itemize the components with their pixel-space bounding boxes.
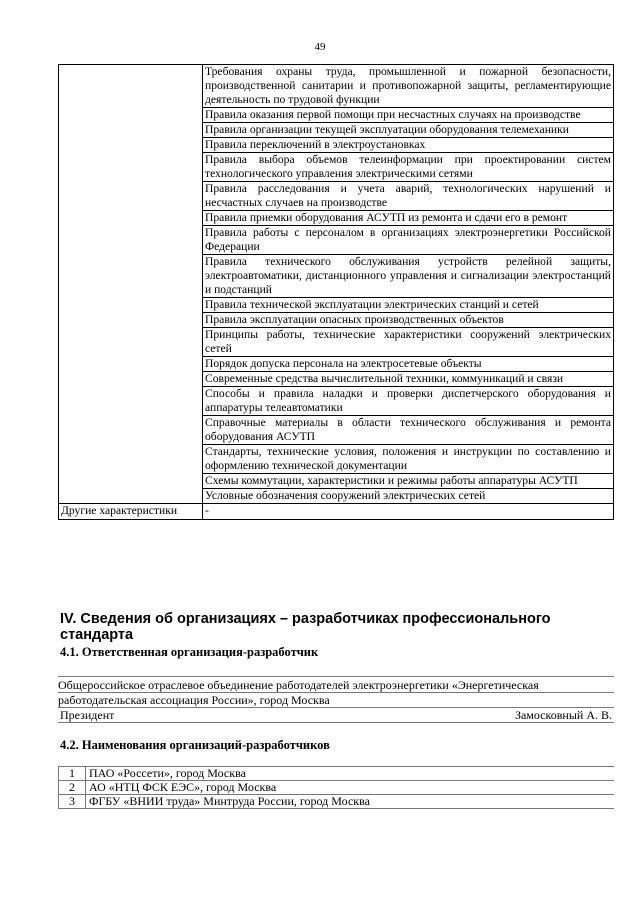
requirement-cell: Правила технической эксплуатации электрических станций и сетей xyxy=(203,298,614,313)
other-characteristics-row xyxy=(59,504,614,520)
requirement-cell: Правила технического обслуживания устройств релейной защиты, электроавтоматики, дистанционного управления и сигнализации электростанций и подстанций xyxy=(203,255,614,298)
requirement-cell: Правила переключений в электроустановках xyxy=(203,138,614,153)
requirement-cell: Правила эксплуатации опасных производственных объектов xyxy=(203,313,614,328)
requirement-cell: Справочные материалы в области технического обслуживания и ремонта оборудования АСУТП xyxy=(203,416,614,445)
required-knowledge-table xyxy=(58,64,614,520)
developer-name: АО «НТЦ ФСК ЕЭС», город Москва xyxy=(86,781,615,795)
other-characteristics-value: - xyxy=(203,504,614,520)
requirement-cell: Порядок допуска персонала на электросетевые объекты xyxy=(203,357,614,372)
signatory-position: Президент xyxy=(60,708,115,722)
developer-number: 3 xyxy=(59,795,86,809)
requirement-cell: Стандарты, технические условия, положения и инструкции по составлению и оформлению технической документации xyxy=(203,445,614,474)
developers-table xyxy=(58,766,614,809)
table-row xyxy=(59,795,615,809)
responsible-org-heading: 4.1. Ответственная организация-разработчик xyxy=(60,645,319,659)
requirement-cell: Способы и правила наладки и проверки диспетчерского оборудования и аппаратуры телеавтоматики xyxy=(203,387,614,416)
table-row xyxy=(59,781,615,795)
developer-number: 1 xyxy=(59,767,86,781)
requirement-cell: Правила оказания первой помощи при несчастных случаях на производстве xyxy=(203,108,614,123)
other-characteristics-label: Другие характеристики xyxy=(59,504,203,520)
requirement-cell: Принципы работы, технические характеристики сооружений электрических сетей xyxy=(203,328,614,357)
requirement-cell: Правила работы с персоналом в организациях электроэнергетики Российской Федерации xyxy=(203,226,614,255)
signatory-name: Замосковный А. В. xyxy=(514,708,612,722)
signatory-row xyxy=(58,708,614,723)
section-title: IV. Сведения об организациях – разработчиках профессионального стандарта xyxy=(60,611,551,643)
requirement-cell: Схемы коммутации, характеристики и режимы работы аппаратуры АСУТП xyxy=(203,474,614,489)
developers-heading: 4.2. Наименования организаций-разработчиков xyxy=(60,738,330,752)
developer-number: 2 xyxy=(59,781,86,795)
requirement-cell: Правила организации текущей эксплуатации оборудования телемеханики xyxy=(203,123,614,138)
org-name-line: Общероссийское отраслевое объединение работодателей электроэнергетики «Энергетическая xyxy=(58,676,614,693)
developer-name: ПАО «Россети», город Москва xyxy=(86,767,615,781)
requirement-cell: Условные обозначения сооружений электрических сетей xyxy=(203,489,614,504)
page-number: 49 xyxy=(314,41,326,53)
requirement-cell: Современные средства вычислительной техники, коммуникаций и связи xyxy=(203,372,614,387)
org-name-line: работодательская ассоциация России», город Москва xyxy=(58,693,614,708)
requirement-cell: Правила выбора объемов телеинформации при проектировании систем технологического управления электрическими сетями xyxy=(203,153,614,182)
table-left-cell xyxy=(59,65,203,504)
requirement-cell: Правила приемки оборудования АСУТП из ремонта и сдачи его в ремонт xyxy=(203,211,614,226)
developer-name: ФГБУ «ВНИИ труда» Минтруда России, город Москва xyxy=(86,795,615,809)
responsible-org-block xyxy=(58,676,614,723)
requirement-cell: Правила расследования и учета аварий, технологических нарушений и несчастных случаев на производстве xyxy=(203,182,614,211)
requirement-cell: Требования охраны труда, промышленной и пожарной безопасности, производственной санитарии и противопожарной защиты, регламентирующие деятельность по трудовой функции xyxy=(203,65,614,108)
table-row xyxy=(59,767,615,781)
table-row xyxy=(59,65,614,108)
